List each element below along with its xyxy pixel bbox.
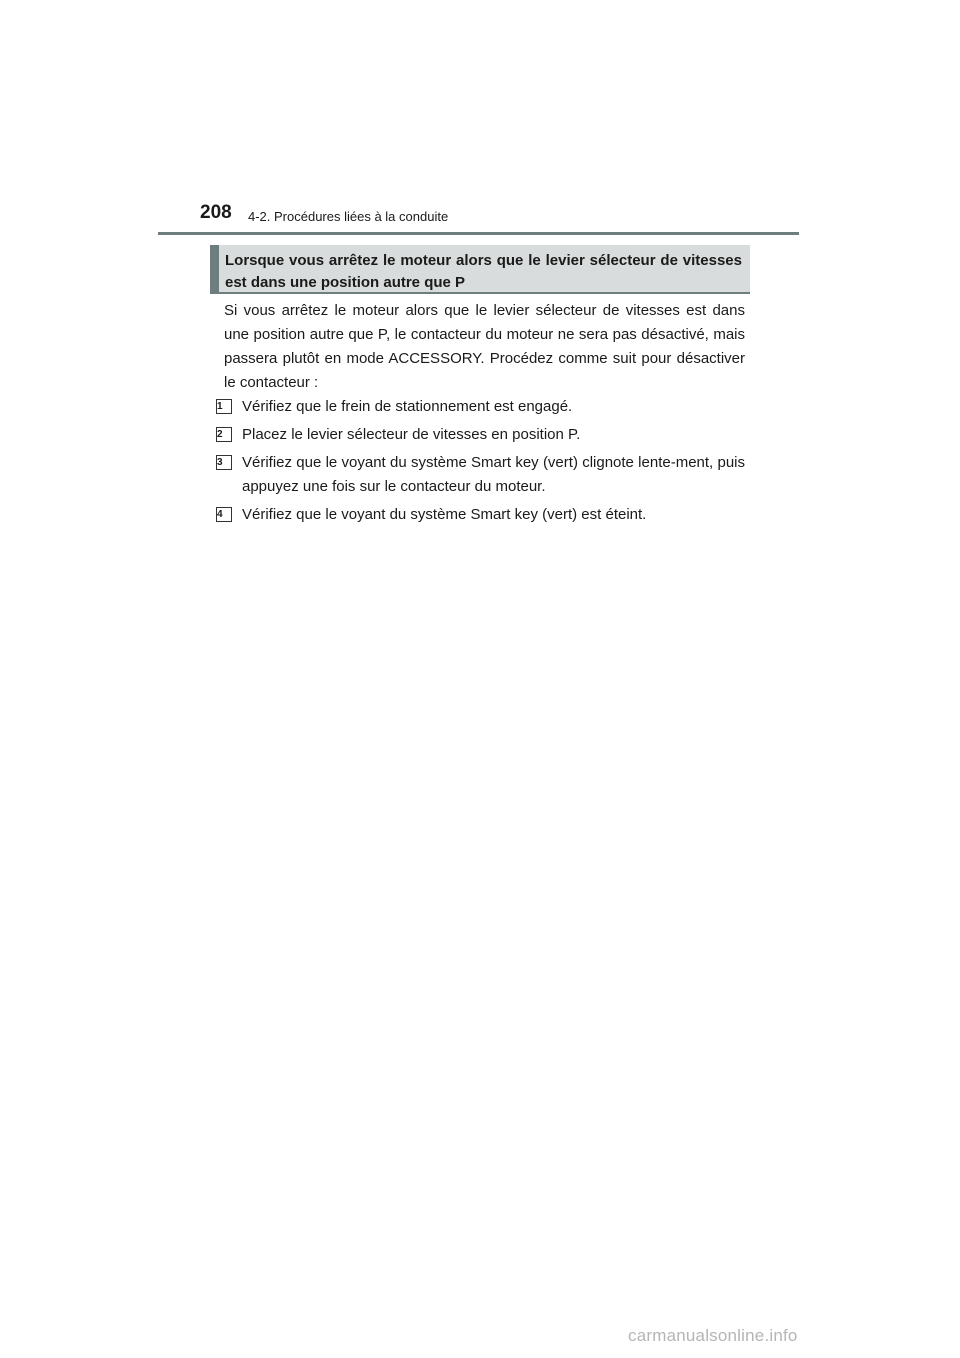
step-text: Vérifiez que le voyant du système Smart key (vert) clignote lente-ment, puis appuyez une fois sur le contacteur du moteur. xyxy=(242,454,745,495)
step-text: Vérifiez que le frein de stationnement est engagé. xyxy=(242,398,573,415)
step-number-badge: 4 xyxy=(216,507,232,522)
step-number-badge: 3 xyxy=(216,455,232,470)
page-header xyxy=(200,202,800,232)
section-title: Lorsque vous arrêtez le moteur alors que le levier sélecteur de vitesses est dans une position autre que P xyxy=(225,252,742,291)
step-item xyxy=(216,395,745,419)
step-item xyxy=(216,451,745,499)
step-text: Vérifiez que le voyant du système Smart key (vert) est éteint. xyxy=(242,506,647,523)
watermark: carmanualsonline.info xyxy=(628,1326,798,1345)
section-heading-box xyxy=(210,245,750,294)
chapter-title: 4-2. Procédures liées à la conduite xyxy=(248,209,449,224)
step-text: Placez le levier sélecteur de vitesses en position P. xyxy=(242,426,581,443)
header-divider xyxy=(158,232,799,235)
step-number-badge: 1 xyxy=(216,399,232,414)
step-number-badge: 2 xyxy=(216,427,232,442)
page-number: 208 xyxy=(200,202,232,223)
procedure-steps xyxy=(216,395,745,531)
step-item xyxy=(216,423,745,447)
intro-paragraph: Si vous arrêtez le moteur alors que le levier sélecteur de vitesses est dans une position autre que P, le contacteur du moteur ne sera pas désactivé, mais passera plutôt en mode ACCESSORY. Procédez comme suit pour désactiver le contacteur : xyxy=(224,302,745,391)
step-item xyxy=(216,503,745,527)
